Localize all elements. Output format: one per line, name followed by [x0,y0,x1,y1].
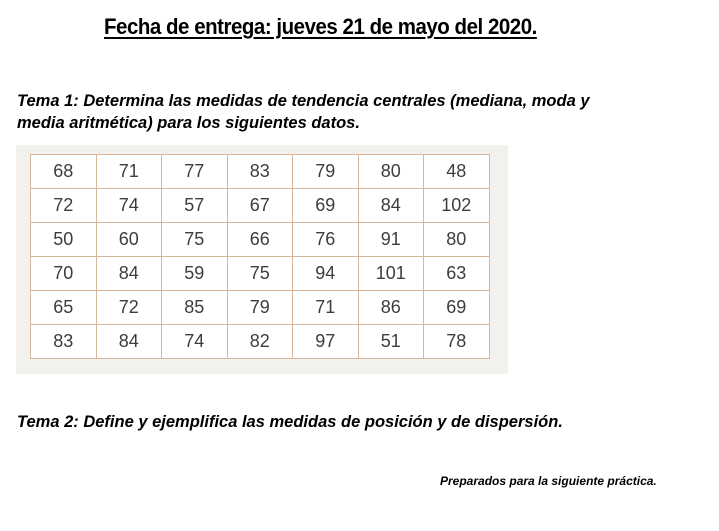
table-cell: 75 [227,257,293,291]
due-date-title: Fecha de entrega: jueves 21 de mayo del 2020. [104,14,537,39]
table-cell: 69 [293,189,359,223]
data-table-panel [16,145,508,374]
table-cell: 66 [227,223,293,257]
table-cell: 80 [424,223,490,257]
table-cell: 60 [96,223,162,257]
table-cell: 84 [96,325,162,359]
table-cell: 72 [96,291,162,325]
table-cell: 86 [358,291,424,325]
topic-1-line-2: media aritmética) para los siguientes datos. [17,114,360,132]
table-cell: 77 [162,155,228,189]
topic-1-line-1: Tema 1: Determina las medidas de tendencia centrales (mediana, moda y [17,92,590,110]
table-cell: 102 [424,189,490,223]
table-cell: 57 [162,189,228,223]
table-row [31,257,490,291]
table-cell: 70 [31,257,97,291]
table-cell: 63 [424,257,490,291]
topic-2-instructions: Tema 2: Define y ejemplifica las medidas de posición y de dispersión. [17,413,563,431]
table-cell: 83 [227,155,293,189]
table-cell: 79 [293,155,359,189]
table-cell: 94 [293,257,359,291]
table-cell: 84 [96,257,162,291]
table-cell: 84 [358,189,424,223]
table-row [31,155,490,189]
table-cell: 91 [358,223,424,257]
table-cell: 97 [293,325,359,359]
table-cell: 50 [31,223,97,257]
table-cell: 72 [31,189,97,223]
table-cell: 59 [162,257,228,291]
table-cell: 69 [424,291,490,325]
table-cell: 85 [162,291,228,325]
table-row [31,223,490,257]
table-cell: 67 [227,189,293,223]
table-cell: 83 [31,325,97,359]
table-cell: 71 [293,291,359,325]
table-cell: 76 [293,223,359,257]
table-cell: 74 [96,189,162,223]
table-cell: 68 [31,155,97,189]
table-cell: 78 [424,325,490,359]
table-cell: 48 [424,155,490,189]
table-cell: 51 [358,325,424,359]
table-row [31,291,490,325]
table-cell: 80 [358,155,424,189]
table-cell: 65 [31,291,97,325]
table-row [31,325,490,359]
topic-1-instructions [17,90,687,134]
table-cell: 79 [227,291,293,325]
table-cell: 101 [358,257,424,291]
data-table [30,154,490,359]
table-cell: 71 [96,155,162,189]
table-cell: 82 [227,325,293,359]
table-cell: 75 [162,223,228,257]
footer-note: Preparados para la siguiente práctica. [440,474,657,488]
table-cell: 74 [162,325,228,359]
table-row [31,189,490,223]
